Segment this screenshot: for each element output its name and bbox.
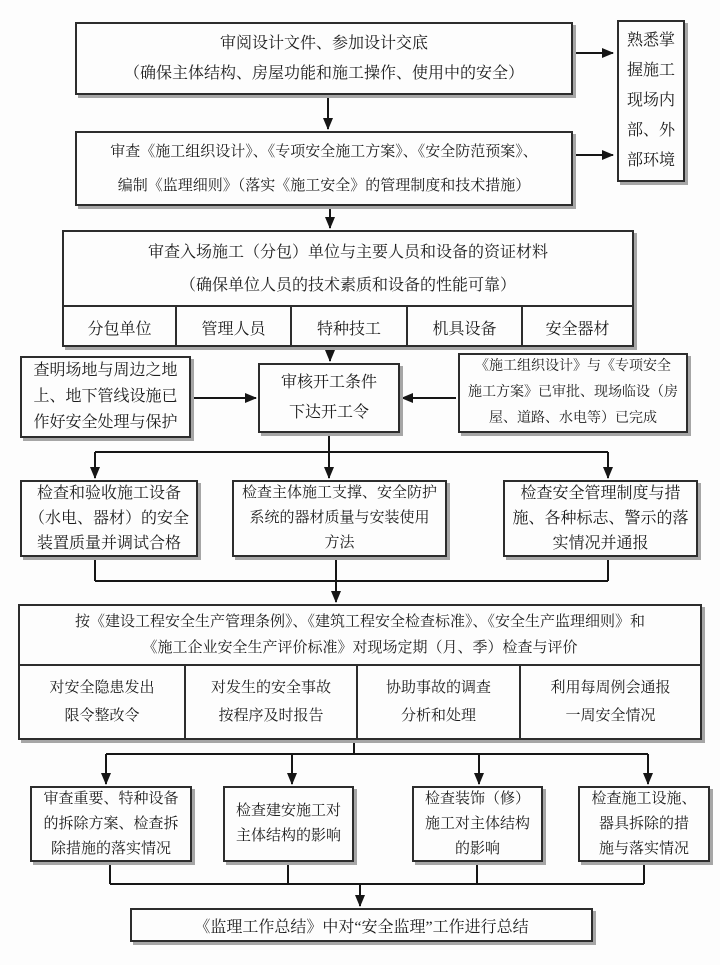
node-site-pipelines — [20, 356, 191, 438]
text-line: 利用每周例会通报 — [550, 680, 671, 696]
text-line: 按程序及时报告 — [218, 708, 324, 724]
node-decoration-impact — [412, 786, 543, 862]
text-line: 作好安全处理与保护 — [33, 414, 178, 431]
table-cell — [521, 307, 632, 347]
table-cell — [175, 307, 290, 347]
text-line: （确保主体结构、房屋功能和施工操作、使用中的安全） — [123, 64, 524, 82]
qualifications-cells — [64, 307, 632, 347]
text-line: 特种技工 — [316, 320, 381, 338]
text-line: 实情况并通报 — [552, 535, 649, 552]
text-line: 部、外 — [626, 122, 675, 139]
table-cell — [519, 666, 700, 738]
table-cell — [406, 307, 521, 347]
text-line: （水电、器材）的安全 — [28, 510, 189, 527]
text-line: 屋、道路、水电等）已完成 — [489, 411, 657, 426]
text-line: 分包单位 — [87, 320, 152, 338]
text-line: 现场内 — [626, 92, 675, 109]
text-line: 器具拆除的措 — [598, 815, 689, 832]
inspection-cells — [20, 666, 700, 738]
text-line: 熟悉掌 — [626, 32, 675, 49]
text-line: 检查主体施工支撑、安全防护 — [241, 485, 437, 501]
text-line: 一周安全情况 — [565, 708, 656, 724]
text-line: 施与落实情况 — [598, 840, 689, 857]
text-line: 对安全隐患发出 — [49, 680, 155, 696]
text-line: 除措施的落实情况 — [50, 840, 171, 857]
text-line: 施工对主体结构 — [424, 815, 530, 832]
node-approve-start — [258, 363, 400, 433]
connector-line — [110, 862, 644, 884]
node-demolition-review — [30, 786, 192, 862]
text-line: 安全器材 — [545, 320, 610, 338]
text-line: 协助事故的调查 — [385, 680, 491, 696]
text-line: 分析和处理 — [400, 708, 476, 724]
connector-line — [106, 740, 648, 754]
text-line: 系统的器材质量与安装使用 — [249, 510, 430, 526]
text-line: 对发生的安全事故 — [210, 680, 331, 696]
node-periodic-inspection — [18, 604, 702, 740]
text-line: 按《建设工程安全生产管理条例》、《建筑工程安全检查标准》、《安全生产监理细则》和 — [74, 614, 645, 630]
text-line: 《施工企业安全生产评价标准》对现场定期（月、季）检查与评价 — [142, 640, 578, 656]
text-line: 检查建安施工对 — [235, 803, 341, 819]
node-work-summary — [130, 908, 593, 942]
table-cell — [64, 307, 175, 347]
text-line: 上、地下管线设施已 — [33, 388, 178, 405]
table-cell — [184, 666, 356, 738]
text-line: 检查安全管理制度与措 — [520, 485, 681, 502]
text-line: 管理人员 — [201, 320, 266, 338]
qualifications-header — [64, 232, 632, 307]
text-line: 查明场地与周边之地 — [33, 362, 178, 379]
text-line: 下达开工令 — [288, 404, 369, 421]
text-line: 限令整改令 — [64, 708, 140, 724]
text-line: 审阅设计文件、参加设计交底 — [219, 34, 428, 52]
text-line: 《监理工作总结》中对“安全监理”工作进行总结 — [194, 918, 529, 936]
text-line: 审查重要、特种设备 — [43, 790, 179, 807]
node-check-equipment — [20, 480, 198, 557]
node-construction-impact — [223, 786, 354, 862]
text-line: 部环境 — [626, 152, 675, 169]
text-line: 《施工组织设计》与《专项安全 — [475, 359, 671, 374]
text-line: 审核开工条件 — [280, 374, 377, 391]
text-line: 编制《监理细则》（落实《施工安全》的管理制度和技术措施） — [117, 177, 531, 194]
table-cell — [20, 666, 184, 738]
text-line: 主体结构的影响 — [235, 828, 341, 844]
text-line: 的拆除方案、检查拆 — [43, 815, 179, 832]
node-review-plans — [75, 131, 573, 206]
node-check-support-system — [232, 480, 447, 557]
text-line: 检查施工设施、 — [591, 790, 697, 807]
text-line: 审查《施工组织设计》、《专项安全施工方案》、《安全防范预案》、 — [110, 143, 538, 160]
node-familiarize-environment — [617, 20, 685, 182]
text-line: 装置质量并调试合格 — [36, 535, 181, 552]
text-line: 施、各种标志、警示的落 — [512, 510, 689, 527]
text-line: 施工方案》已审批、现场临设（房 — [468, 385, 678, 400]
inspection-header — [20, 606, 700, 666]
text-line: 机具设备 — [432, 320, 497, 338]
text-line: 握施工 — [626, 62, 675, 79]
text-line: 方法 — [324, 535, 355, 551]
node-facility-removal — [578, 786, 710, 862]
table-cell — [290, 307, 406, 347]
node-review-design — [75, 22, 573, 95]
text-line: 审查入场施工（分包）单位与主要人员和设备的资证材料 — [147, 243, 548, 261]
text-line: 的影响 — [454, 840, 500, 857]
connector-line — [95, 557, 608, 581]
node-plans-approved — [458, 353, 688, 433]
table-cell — [356, 666, 519, 738]
node-review-qualifications — [62, 230, 634, 347]
text-line: 检查装饰（修） — [424, 790, 530, 807]
node-check-safety-rules — [503, 480, 698, 557]
text-line: 检查和验收施工设备 — [36, 485, 181, 502]
text-line: （确保单位人员的技术素质和设备的性能可靠） — [179, 276, 516, 294]
